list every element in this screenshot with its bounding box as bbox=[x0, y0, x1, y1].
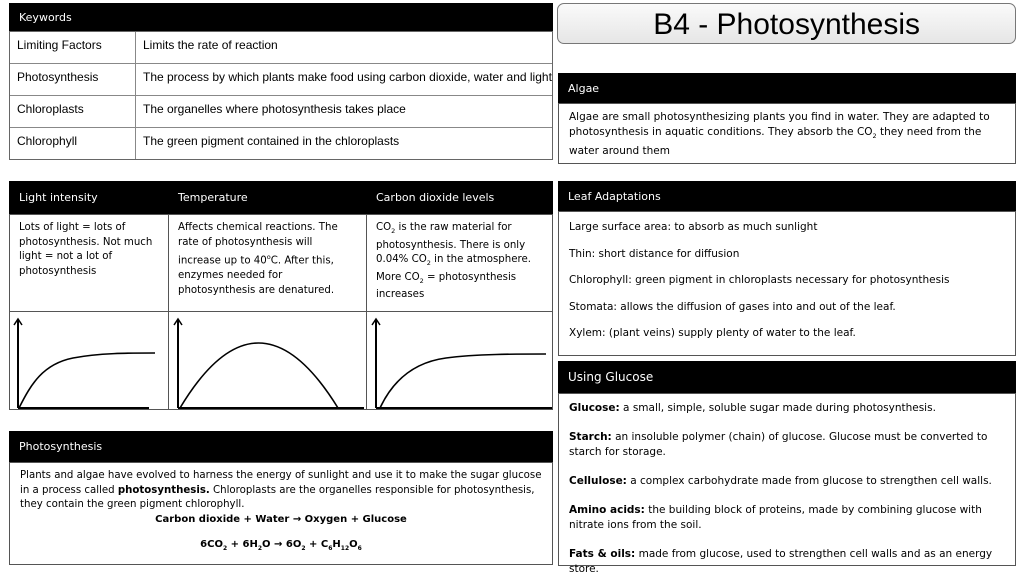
glucose-use-item bbox=[569, 401, 1005, 416]
rate-curve bbox=[19, 353, 155, 408]
keyword-definition: The process by which plants make food using carbon dioxide, water and light bbox=[143, 70, 552, 84]
temperature-text bbox=[168, 214, 366, 312]
leaf-adaptations-panel bbox=[558, 211, 1016, 356]
co2-text bbox=[366, 214, 553, 312]
photosynthesis-header-label: Photosynthesis bbox=[19, 440, 103, 453]
glucose-use-text: made from glucose, used to strengthen cell walls and as an energy store. bbox=[569, 548, 993, 575]
using-glucose-header bbox=[558, 361, 1016, 393]
co2-text-part: CO bbox=[376, 222, 392, 233]
light-intensity-heading: Light intensity bbox=[19, 191, 98, 204]
glucose-use-term: Glucose: bbox=[569, 402, 620, 414]
rate-curve bbox=[380, 354, 546, 408]
photosynthesis-header bbox=[9, 431, 553, 462]
subscript: 2 bbox=[222, 544, 228, 552]
leaf-adaptation-item: Stomata: allows the diffusion of gases into and out of the leaf. bbox=[569, 300, 896, 313]
subscript: 12 bbox=[340, 544, 350, 552]
keyword-row bbox=[10, 64, 552, 96]
keyword-definition: The green pigment contained in the chloroplasts bbox=[143, 134, 400, 148]
co2-graph bbox=[366, 312, 553, 410]
equation-part: O bbox=[349, 538, 358, 550]
symbol-equation bbox=[20, 539, 542, 552]
leaf-adaptations-header bbox=[558, 181, 1016, 211]
subscript: 6 bbox=[328, 544, 333, 552]
light-intensity-text: Lots of light = lots of photosynthesis. Not much light = not a lot of photosynthesis bbox=[19, 222, 153, 277]
keyword-term: Chlorophyll bbox=[10, 128, 136, 159]
temperature-graph bbox=[168, 312, 366, 410]
equation-part: + 6H bbox=[227, 538, 258, 550]
keywords-header-label: Keywords bbox=[19, 10, 72, 24]
photosynthesis-panel bbox=[9, 462, 553, 565]
photosynthesis-bold-term: photosynthesis. bbox=[117, 484, 210, 496]
temperature-text-part: C. After this, enzymes needed for photosynthesis are denatured. bbox=[178, 255, 335, 296]
subscript: 2 bbox=[391, 227, 396, 236]
glucose-use-item bbox=[569, 474, 1005, 489]
glucose-use-term: Amino acids: bbox=[569, 504, 645, 516]
page-title: B4 - Photosynthesis bbox=[653, 8, 920, 41]
algae-panel bbox=[558, 103, 1016, 164]
glucose-use-term: Cellulose: bbox=[569, 475, 627, 487]
leaf-adaptation-item: Large surface area: to absorb as much sunlight bbox=[569, 221, 818, 233]
keyword-term: Chloroplasts bbox=[10, 96, 136, 127]
using-glucose-header-label: Using Glucose bbox=[568, 370, 654, 384]
title-banner bbox=[557, 3, 1016, 44]
glucose-use-item bbox=[569, 503, 1005, 533]
leaf-adaptations-header-label: Leaf Adaptations bbox=[568, 189, 661, 203]
rate-curve bbox=[180, 343, 338, 408]
glucose-use-item bbox=[569, 547, 1005, 575]
co2-text-part: in the atmosphere. More CO bbox=[376, 254, 531, 283]
equation-part: H bbox=[332, 538, 341, 550]
keyword-row bbox=[10, 128, 552, 159]
factors-header bbox=[9, 181, 553, 214]
algae-header-label: Algae bbox=[568, 81, 600, 95]
equation-part: O → 6O bbox=[262, 538, 302, 550]
co2-text-part: is the raw material for photosynthesis. There is only 0.04% CO bbox=[376, 222, 526, 266]
keywords-header bbox=[9, 3, 553, 31]
subscript: 2 bbox=[872, 132, 877, 141]
light-intensity-graph bbox=[9, 312, 168, 410]
photosynthesis-text-part: Chloroplasts are the organelles responsible for photosynthesis, they contain the green pigment chlorophyll. bbox=[20, 484, 535, 511]
glucose-use-text: the building block of proteins, made by combining glucose with nitrate ions from the soil. bbox=[569, 504, 982, 531]
glucose-use-term: Starch: bbox=[569, 431, 612, 443]
leaf-adaptation-item: Xylem: (plant veins) supply plenty of water to the leaf. bbox=[569, 327, 856, 339]
co2-text-part: = photosynthesis increases bbox=[376, 271, 517, 301]
keyword-row bbox=[10, 32, 552, 64]
glucose-use-item bbox=[569, 430, 1005, 460]
equation-part: + C bbox=[305, 538, 329, 550]
algae-text-part: they need from the water around them bbox=[569, 126, 982, 158]
keywords-table bbox=[9, 31, 553, 160]
subscript: 2 bbox=[426, 259, 431, 268]
subscript: 2 bbox=[301, 544, 306, 552]
subscript: 6 bbox=[357, 544, 362, 552]
keyword-definition: Limits the rate of reaction bbox=[143, 38, 278, 52]
algae-header bbox=[558, 73, 1016, 103]
keyword-row bbox=[10, 96, 552, 128]
subscript: 2 bbox=[257, 544, 263, 552]
temperature-text-part: Affects chemical reactions. The rate of photosynthesis will increase up to 40 bbox=[178, 222, 338, 267]
glucose-use-text: a small, simple, soluble sugar made during photosynthesis. bbox=[619, 402, 936, 414]
degree-superscript: o bbox=[266, 253, 271, 262]
keyword-term: Photosynthesis bbox=[10, 64, 136, 95]
temperature-heading: Temperature bbox=[178, 191, 248, 204]
photosynthesis-text bbox=[20, 469, 542, 513]
glucose-use-text: an insoluble polymer (chain) of glucose. Glucose must be converted to starch for storage. bbox=[569, 431, 988, 458]
leaf-adaptation-item: Chlorophyll: green pigment in chloroplasts necessary for photosynthesis bbox=[569, 274, 950, 286]
algae-text bbox=[569, 110, 1001, 159]
keyword-definition: The organelles where photosynthesis takes place bbox=[143, 102, 406, 116]
leaf-adaptation-item: Thin: short distance for diffusion bbox=[569, 247, 740, 260]
photosynthesis-text-part: Plants and algae have evolved to harness the energy of sunlight and use it to make the sugar glucose in a process called bbox=[20, 470, 542, 496]
word-equation: Carbon dioxide + Water → Oxygen + Glucose bbox=[155, 513, 407, 525]
equation-part: 6CO bbox=[200, 538, 223, 550]
co2-heading: Carbon dioxide levels bbox=[376, 191, 495, 204]
algae-text-part: Algae are small photosynthesizing plants you find in water. They are adapted to photosynthesis in aquatic conditions. They absorb the CO bbox=[569, 111, 990, 138]
glucose-use-term: Fats & oils: bbox=[569, 548, 636, 560]
glucose-use-text: a complex carbohydrate made from glucose to strengthen cell walls. bbox=[626, 475, 992, 487]
subscript: 2 bbox=[419, 276, 424, 285]
keyword-term: Limiting Factors bbox=[10, 32, 136, 63]
using-glucose-panel bbox=[558, 393, 1016, 575]
